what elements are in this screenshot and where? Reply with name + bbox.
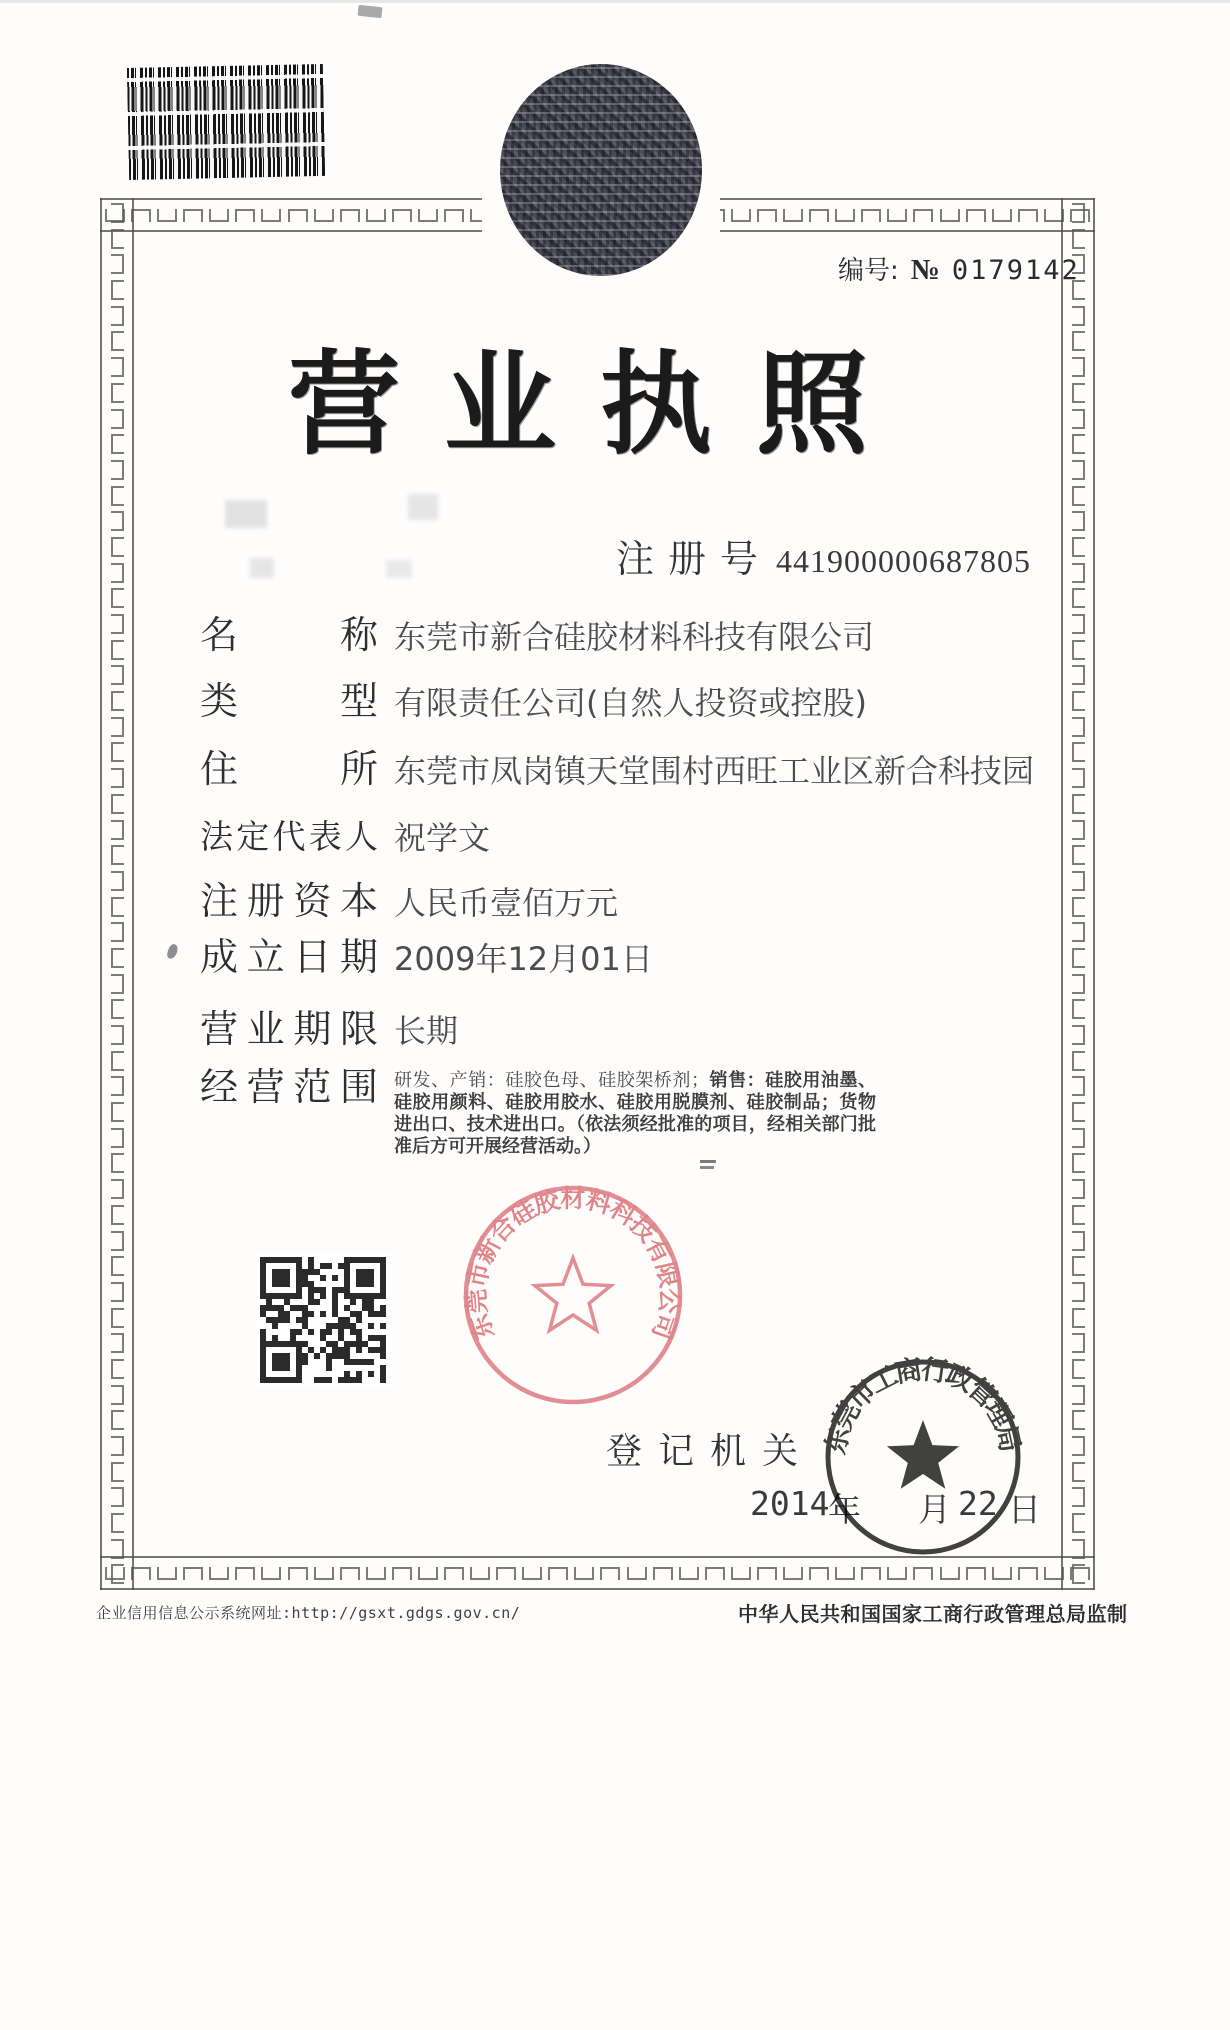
frame-pattern-unit: [757, 1567, 777, 1580]
frame-pattern-unit: [1072, 1436, 1085, 1456]
field-value: 有限责任公司(自然人投资或控股): [394, 684, 867, 722]
frame-pattern-unit: [1072, 486, 1085, 506]
frame-pattern-unit: [1072, 1487, 1085, 1507]
frame-border-left: [100, 198, 134, 1590]
frame-pattern-unit: [574, 1567, 594, 1580]
frame-pattern-unit: [1072, 511, 1085, 531]
frame-pattern-unit: [111, 1205, 124, 1225]
qr-finder-pattern: [344, 1257, 386, 1299]
frame-pattern-unit: [340, 209, 360, 222]
qr-module: [356, 1347, 362, 1353]
footer-public-system-url: 企业信用信息公示系统网址:http://gsxt.gdgs.gov.cn/: [96, 1604, 521, 1622]
field-value: 2009年12月01日: [394, 940, 653, 978]
frame-pattern-unit: [861, 1567, 881, 1580]
frame-pattern-unit: [111, 588, 124, 608]
frame-pattern-unit: [111, 768, 124, 788]
field-row-address: [200, 748, 1070, 792]
company-seal-stamp: [458, 1180, 688, 1410]
field-row-legal-representative: [200, 815, 1070, 856]
frame-pattern-unit: [111, 434, 124, 454]
frame-pattern-unit: [1072, 306, 1085, 326]
frame-pattern-unit: [966, 209, 986, 222]
frame-pattern-unit: [111, 1436, 124, 1456]
frame-pattern-unit: [111, 1231, 124, 1251]
frame-pattern-unit: [1072, 1539, 1085, 1559]
scan-artifact: [250, 558, 274, 578]
scan-artifact: [700, 1166, 714, 1169]
serial-label: 编号:: [838, 256, 899, 286]
frame-pattern-unit: [1072, 640, 1085, 660]
frame-pattern-unit: [288, 209, 308, 222]
frame-pattern-unit: [1072, 1308, 1085, 1328]
frame-pattern-unit: [757, 209, 777, 222]
frame-pattern-unit: [111, 794, 124, 814]
issue-day-unit: 日: [1008, 1490, 1041, 1529]
frame-pattern-unit: [600, 1567, 620, 1580]
frame-pattern-unit: [111, 922, 124, 942]
frame-pattern-unit: [111, 845, 124, 865]
issue-day: 22: [958, 1484, 998, 1523]
qr-module: [332, 1275, 338, 1281]
qr-module: [308, 1329, 314, 1335]
frame-pattern-unit: [913, 1567, 933, 1580]
issue-year: 2014: [750, 1484, 830, 1523]
footer-issuing-authority: 中华人民共和国国家工商行政管理总局监制: [738, 1602, 1128, 1626]
issue-year-unit: 年: [828, 1490, 861, 1529]
frame-pattern-unit: [679, 1567, 699, 1580]
frame-pattern-unit: [1072, 845, 1085, 865]
frame-pattern-unit: [835, 1567, 855, 1580]
frame-pattern-unit: [111, 1539, 124, 1559]
frame-pattern-unit: [111, 1128, 124, 1148]
field-label: 成立日期: [200, 935, 378, 979]
frame-pattern-unit: [392, 1567, 412, 1580]
qr-module: [296, 1329, 302, 1335]
frame-pattern-unit: [111, 254, 124, 274]
frame-pattern-unit: [314, 209, 334, 222]
frame-pattern-unit: [209, 209, 229, 222]
qr-module: [380, 1377, 386, 1383]
field-row-type: [200, 680, 1070, 724]
frame-pattern-unit: [1072, 1513, 1085, 1533]
frame-pattern-unit: [111, 280, 124, 300]
frame-pattern-unit: [111, 306, 124, 326]
frame-pattern-unit: [496, 1567, 516, 1580]
frame-pattern-unit: [940, 1567, 960, 1580]
frame-pattern-unit: [1072, 1462, 1085, 1482]
frame-pattern-unit: [940, 209, 960, 222]
registrar-label: 登记机关: [606, 1431, 815, 1472]
frame-pattern-unit: [418, 209, 438, 222]
frame-pattern-unit: [111, 640, 124, 660]
certificate-title: 营业执照: [288, 340, 912, 470]
frame-pattern-unit: [887, 1567, 907, 1580]
frame-pattern-unit: [209, 1567, 229, 1580]
frame-pattern-unit: [1072, 614, 1085, 634]
frame-pattern-unit: [418, 1567, 438, 1580]
frame-pattern-unit: [111, 357, 124, 377]
serial-number-line: [838, 250, 1080, 287]
frame-pattern-unit: [1072, 1231, 1085, 1251]
frame-pattern-unit: [111, 1256, 124, 1276]
field-label: 住所: [200, 747, 378, 791]
frame-pattern-unit: [992, 1567, 1012, 1580]
frame-pattern-unit: [992, 209, 1012, 222]
numero-sign: №: [910, 254, 940, 286]
frame-pattern-unit: [111, 1462, 124, 1482]
scan-artifact: [357, 5, 382, 18]
qr-finder-pattern: [260, 1341, 302, 1383]
qr-module: [380, 1311, 386, 1317]
frame-pattern-unit: [111, 820, 124, 840]
frame-pattern-unit: [111, 1410, 124, 1430]
frame-pattern-unit: [111, 717, 124, 737]
qr-module: [350, 1299, 356, 1305]
qr-module: [314, 1353, 320, 1359]
qr-module: [356, 1377, 362, 1383]
field-row-name: [200, 614, 1070, 658]
frame-pattern-unit: [111, 948, 124, 968]
frame-pattern-unit: [111, 1513, 124, 1533]
qr-module: [326, 1365, 332, 1371]
scan-paper-edge: [0, 0, 1230, 3]
frame-pattern-unit: [1072, 897, 1085, 917]
field-value: 东莞市凤岗镇天堂围村西旺工业区新合科技园: [394, 752, 1035, 790]
frame-pattern-unit: [1072, 1076, 1085, 1096]
frame-pattern-unit: [111, 1333, 124, 1353]
frame-pattern-unit: [111, 691, 124, 711]
frame-pattern-unit: [1072, 999, 1085, 1019]
frame-pattern-unit: [1018, 209, 1038, 222]
frame-pattern-unit: [111, 1308, 124, 1328]
frame-pattern-unit: [288, 1567, 308, 1580]
frame-pattern-unit: [111, 1025, 124, 1045]
frame-pattern-unit: [1072, 229, 1085, 249]
frame-pattern-unit: [111, 1102, 124, 1122]
frame-pattern-unit: [1072, 717, 1085, 737]
frame-pattern-unit: [111, 537, 124, 557]
frame-pattern-unit: [1072, 794, 1085, 814]
registration-number-line: [616, 528, 1031, 583]
frame-pattern-unit: [1072, 820, 1085, 840]
registration-number-label: 注册号: [616, 537, 758, 581]
qr-module: [320, 1311, 326, 1317]
frame-pattern-unit: [1072, 563, 1085, 583]
scan-artifact: [166, 943, 179, 960]
frame-pattern-unit: [235, 1567, 255, 1580]
frame-pattern-unit: [731, 1567, 751, 1580]
frame-pattern-unit: [111, 897, 124, 917]
frame-pattern-unit: [111, 1564, 124, 1584]
frame-pattern-unit: [314, 1567, 334, 1580]
frame-pattern-unit: [1072, 871, 1085, 891]
qr-module: [368, 1371, 374, 1377]
frame-pattern-unit: [111, 1487, 124, 1507]
field-label: 类型: [200, 679, 378, 723]
frame-pattern-unit: [111, 1385, 124, 1405]
frame-pattern-unit: [1072, 1564, 1085, 1584]
frame-pattern-unit: [1072, 1025, 1085, 1045]
frame-pattern-unit: [111, 742, 124, 762]
frame-pattern-unit: [1018, 1567, 1038, 1580]
frame-pattern-unit: [1072, 1179, 1085, 1199]
frame-pattern-unit: [809, 209, 829, 222]
national-emblem-base: [518, 244, 684, 292]
field-label: 注册资本: [200, 879, 378, 923]
frame-pattern-unit: [111, 1359, 124, 1379]
registry-seal-stamp: [818, 1352, 1028, 1562]
frame-pattern-unit: [183, 209, 203, 222]
field-row-establish-date: [200, 936, 1070, 980]
field-label: 经营范围: [200, 1065, 378, 1109]
frame-pattern-unit: [887, 209, 907, 222]
scan-artifact: [700, 1160, 716, 1163]
registration-number-value: 441900000687805: [776, 543, 1031, 579]
qr-module: [326, 1377, 332, 1383]
frame-pattern-unit: [705, 1567, 725, 1580]
frame-pattern-unit: [111, 614, 124, 634]
qr-module: [326, 1263, 332, 1269]
frame-pattern-unit: [111, 563, 124, 583]
frame-pattern-unit: [1072, 203, 1085, 223]
qr-module: [284, 1317, 290, 1323]
frame-pattern-unit: [1072, 1282, 1085, 1302]
frame-pattern-unit: [111, 999, 124, 1019]
frame-pattern-unit: [444, 209, 464, 222]
frame-pattern-unit: [111, 229, 124, 249]
frame-pattern-unit: [1072, 409, 1085, 429]
frame-pattern-unit: [1072, 1256, 1085, 1276]
frame-pattern-unit: [1072, 1051, 1085, 1071]
registry-seal-star-icon: [887, 1420, 959, 1489]
frame-pattern-unit: [809, 1567, 829, 1580]
frame-pattern-unit: [261, 1567, 281, 1580]
field-value: 东莞市新合硅胶材料科技有限公司: [394, 618, 875, 656]
frame-pattern-unit: [111, 409, 124, 429]
frame-pattern-unit: [1072, 537, 1085, 557]
frame-pattern-unit: [131, 209, 151, 222]
frame-pattern-unit: [1072, 742, 1085, 762]
qr-module: [308, 1311, 314, 1317]
field-label: 名称: [200, 613, 378, 657]
frame-pattern-unit: [1072, 1102, 1085, 1122]
frame-pattern-unit: [1072, 1153, 1085, 1173]
field-row-business-term: [200, 1008, 1070, 1052]
frame-pattern-unit: [392, 209, 412, 222]
frame-pattern-unit: [1072, 357, 1085, 377]
frame-pattern-unit: [111, 871, 124, 891]
frame-pattern-unit: [111, 1179, 124, 1199]
scan-artifact: [225, 500, 267, 528]
frame-pattern-unit: [111, 203, 124, 223]
frame-pattern-unit: [783, 1567, 803, 1580]
scan-artifact: [408, 494, 438, 520]
frame-pattern-unit: [1072, 383, 1085, 403]
frame-pattern-unit: [111, 460, 124, 480]
frame-pattern-unit: [111, 511, 124, 531]
company-seal-text: 东莞市新合硅胶材料科技有限公司: [461, 1183, 685, 1344]
frame-pattern-unit: [731, 209, 751, 222]
frame-pattern-unit: [470, 1567, 490, 1580]
frame-pattern-unit: [627, 1567, 647, 1580]
frame-pattern-unit: [235, 209, 255, 222]
frame-pattern-unit: [444, 1567, 464, 1580]
frame-pattern-unit: [1072, 1205, 1085, 1225]
frame-pattern-unit: [261, 209, 281, 222]
frame-pattern-unit: [1072, 434, 1085, 454]
frame-pattern-unit: [111, 331, 124, 351]
field-value: 祝学文: [394, 819, 491, 857]
frame-pattern-unit: [835, 209, 855, 222]
frame-pattern-unit: [1072, 460, 1085, 480]
field-label: 法定代表人: [200, 817, 378, 856]
frame-pattern-unit: [783, 209, 803, 222]
frame-pattern-unit: [966, 1567, 986, 1580]
frame-pattern-unit: [157, 1567, 177, 1580]
frame-pattern-unit: [1072, 665, 1085, 685]
company-seal-star-icon: [535, 1258, 611, 1330]
frame-pattern-unit: [111, 1153, 124, 1173]
frame-pattern-unit: [1072, 922, 1085, 942]
frame-pattern-unit: [1072, 1359, 1085, 1379]
frame-pattern-unit: [111, 1051, 124, 1071]
frame-pattern-unit: [366, 1567, 386, 1580]
frame-pattern-unit: [1072, 691, 1085, 711]
qr-finder-pattern: [260, 1257, 302, 1299]
frame-pattern-unit: [548, 1567, 568, 1580]
business-scope-part1: 研发、产销：硅胶色母、硅胶架桥剂；: [394, 1070, 709, 1091]
qr-module: [320, 1293, 326, 1299]
frame-pattern-unit: [111, 665, 124, 685]
frame-pattern-unit: [1072, 1410, 1085, 1430]
frame-pattern-unit: [653, 1567, 673, 1580]
registry-seal-text: 东莞市工商行政管理局: [820, 1354, 1026, 1458]
field-row-registered-capital: [200, 880, 1070, 924]
frame-pattern-unit: [157, 209, 177, 222]
qr-module: [368, 1323, 374, 1329]
qr-code: [256, 1253, 390, 1387]
frame-pattern-unit: [522, 1567, 542, 1580]
qr-module: [380, 1323, 386, 1329]
frame-pattern-unit: [111, 383, 124, 403]
issue-month-unit: 月: [918, 1490, 951, 1529]
svg-text:东莞市新合硅胶材料科技有限公司: [461, 1184, 684, 1343]
frame-pattern-unit: [111, 1282, 124, 1302]
frame-pattern-unit: [1072, 588, 1085, 608]
qr-module: [326, 1329, 332, 1335]
frame-pattern-unit: [1072, 1333, 1085, 1353]
business-scope-text: [394, 1066, 876, 1158]
field-row-business-scope: [200, 1066, 1070, 1158]
barcode: [127, 64, 325, 180]
scan-artifact: [386, 560, 412, 578]
frame-pattern-unit: [1072, 1385, 1085, 1405]
qr-module: [356, 1317, 362, 1323]
frame-pattern-unit: [111, 1076, 124, 1096]
qr-module: [380, 1353, 386, 1359]
frame-pattern-unit: [1072, 768, 1085, 788]
field-value: 人民币壹佰万元: [394, 884, 619, 922]
business-scope-part2: 销售：硅胶用油墨、硅胶用颜料、硅胶用胶水、硅胶用脱膜剂、硅胶制品；货物进出口、技术进出口。（依法须经批准的项目，经相关部门批准后方可开展经营活动。）: [394, 1070, 877, 1157]
frame-pattern-unit: [131, 1567, 151, 1580]
serial-value: 0179142: [951, 255, 1080, 286]
frame-pattern-unit: [1072, 948, 1085, 968]
frame-pattern-unit: [183, 1567, 203, 1580]
qr-module: [320, 1275, 326, 1281]
field-value: 长期: [394, 1012, 459, 1050]
qr-module: [314, 1299, 320, 1305]
frame-pattern-unit: [366, 209, 386, 222]
field-label: 营业期限: [200, 1007, 378, 1051]
qr-module: [368, 1359, 374, 1365]
frame-pattern-unit: [861, 209, 881, 222]
frame-pattern-unit: [1072, 331, 1085, 351]
qr-module: [272, 1323, 278, 1329]
frame-pattern-unit: [913, 209, 933, 222]
qr-module: [302, 1359, 308, 1365]
frame-pattern-unit: [340, 1567, 360, 1580]
frame-pattern-unit: [1072, 974, 1085, 994]
frame-pattern-unit: [111, 486, 124, 506]
frame-pattern-unit: [111, 974, 124, 994]
frame-pattern-unit: [1072, 1128, 1085, 1148]
